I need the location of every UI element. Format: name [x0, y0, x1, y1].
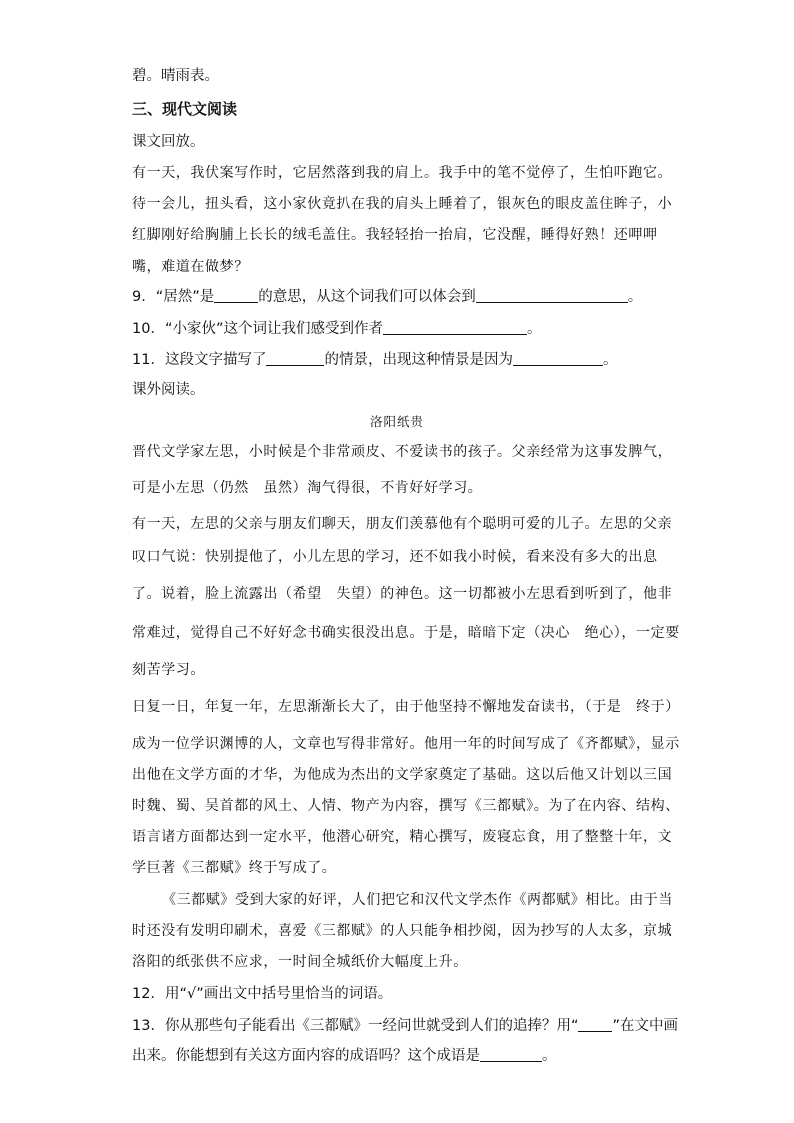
passage2-line: 时魏、蜀、吴首都的风土、人情、物产为内容，撰写《三都赋》。为了在内容、结构、	[132, 798, 680, 814]
passage2-line: 晋代文学家左思，小时候是个非常顽皮、不爱读书的孩子。父亲经常为这事发脾气，	[132, 444, 673, 460]
passage1-intro: 课文回放。	[132, 134, 205, 150]
answer-blank[interactable]	[513, 351, 603, 366]
answer-blank[interactable]	[476, 288, 628, 303]
passage2-line: 洛阳的纸张供不应求，一时间全城纸价大幅度上升。	[132, 954, 468, 970]
question-9: 9．“居然”是 的意思，从这个词我们可以体会到 。	[132, 289, 643, 305]
passage2-line: 了。说着，脸上流露出（希望 失望）的神色。这一切都被小左思看到听到了，他非	[132, 586, 673, 602]
passage2-line: 刻苦学习。	[132, 662, 205, 678]
question-10: 10．“小家伙”这个词让我们感受到作者 。	[132, 321, 542, 337]
passage2-line: 出他在文学方面的才华，为他成为杰出的文学家奠定了基础。这以后他又计划以三国	[132, 767, 673, 783]
passage2-intro: 课外阅读。	[132, 382, 205, 398]
passage1-line: 待一会儿，扭头看，这小家伙竟扒在我的肩头上睡着了，银灰色的眼皮盖住眸子，小	[132, 196, 673, 212]
answer-blank[interactable]	[383, 320, 527, 335]
question-13: 13．你从那些句子能看出《三都赋》一经问世就受到人们的追捧？用“ ”在文中画	[132, 1018, 678, 1034]
passage1-line: 嘴，难道在做梦？	[132, 259, 249, 275]
section-heading: 三、现代文阅读	[132, 100, 238, 118]
passage2-line: 时还没有发明印刷术，喜爱《三都赋》的人只能争相抄阅，因为抄写的人太多，京城	[132, 923, 673, 939]
passage2-line: 可是小左思（仍然 虽然）淘气得很，不肯好好学习。	[132, 480, 483, 496]
answer-blank[interactable]	[214, 288, 258, 303]
question-11: 11．这段文字描写了 的情景，出现这种情景是因为 。	[132, 352, 618, 368]
passage1-line: 有一天，我伏案写作时，它居然落到我的肩上。我手中的笔不觉停了，生怕吓跑它。	[132, 165, 673, 181]
answer-blank[interactable]	[480, 1047, 542, 1062]
passage2-line: 叹口气说：快别提他了，小儿左思的学习，还不如我小时候，看来没有多大的出息	[132, 549, 658, 565]
passage2-line: 日复一日，年复一年，左思渐渐长大了，由于他坚持不懈地发奋读书，（于是 终于）	[132, 699, 680, 715]
answer-blank[interactable]	[578, 1017, 612, 1032]
passage2-line: 常难过，觉得自己不好好念书确实很没出息。于是，暗暗下定（决心 绝心），一定要	[132, 625, 680, 641]
question-13-continued: 出来。你能想到有关这方面内容的成语吗？这个成语是 。	[132, 1048, 557, 1064]
passage2-line: 有一天，左思的父亲与朋友们聊天，朋友们羡慕他有个聪明可爱的儿子。左思的父亲	[132, 516, 673, 532]
question-12: 12．用“√”画出文中括号里恰当的词语。	[132, 986, 393, 1002]
passage2-title: 洛阳纸贵	[369, 414, 424, 429]
passage1-line: 红脚刚好给胸脯上长长的绒毛盖住。我轻轻抬一抬肩，它没醒，睡得好熟！还呷呷	[132, 227, 658, 243]
answer-blank[interactable]	[266, 351, 324, 366]
intro-line: 碧。晴雨表。	[132, 68, 219, 84]
passage2-line: 语言诸方面都达到一定水平，他潜心研究，精心撰写，废寝忘食，用了整整十年，文	[132, 829, 673, 845]
passage2-line: 成为一位学识渊博的人，文章也写得非常好。他用一年的时间写成了《齐都赋》，显示	[132, 736, 680, 752]
passage2-line: 学巨著《三都赋》终于写成了。	[132, 860, 337, 876]
passage2-line: 《三都赋》受到大家的好评，人们把它和汉代文学杰作《两都赋》相比。由于当	[162, 892, 673, 908]
